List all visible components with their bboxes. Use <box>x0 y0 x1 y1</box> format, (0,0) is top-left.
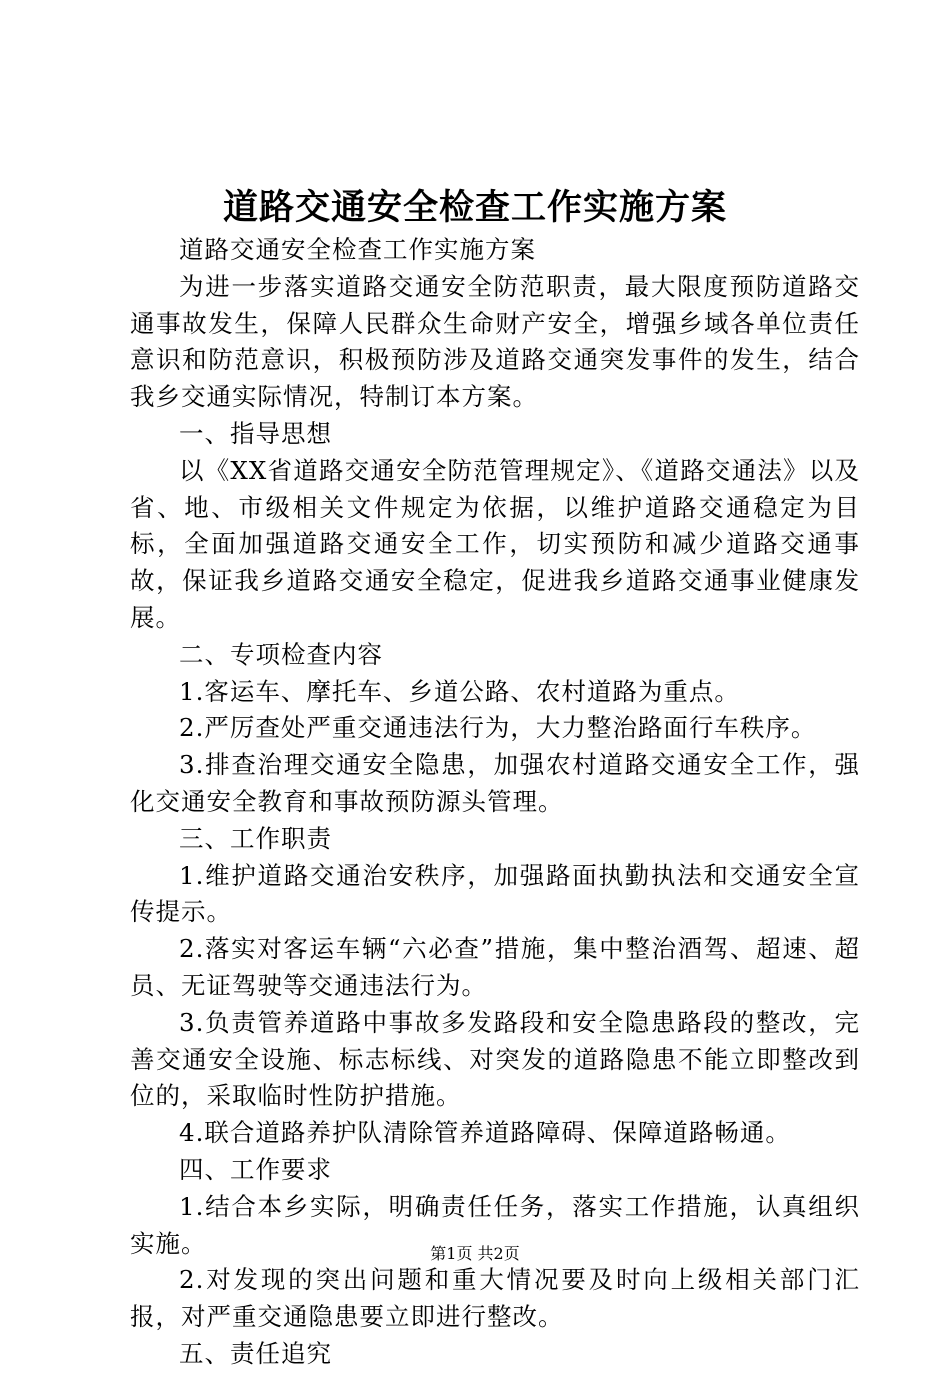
paragraph-subtitle: 道路交通安全检查工作实施方案 <box>179 235 536 264</box>
list-item: 3.负责管养道路中事故多发路段和安全隐患路段的整改，完善交通安全设施、标志标线、对突发的道路隐患不能立即整改到位的，采取临时性防护措施。 <box>130 1007 860 1111</box>
document-body <box>130 232 860 1373</box>
paragraph-intro: 为进一步落实道路交通安全防范职责，最大限度预防道路交通事故发生，保障人民群众生命财产安全，增强乡域各单位责任意识和防范意识，积极预防涉及道路交通突发事件的发生，结合我乡交通实际情况，特制订本方案。 <box>130 271 860 412</box>
list-item: 2.落实对客运车辆“六必查”措施，集中整治酒驾、超速、超员、无证驾驶等交通违法行为。 <box>130 934 860 1000</box>
list-item: 1.维护道路交通治安秩序，加强路面执勤执法和交通安全宣传提示。 <box>130 860 860 927</box>
list-item: 3.排查治理交通安全隐患，加强农村道路交通安全工作，强化交通安全教育和事故预防源头管理。 <box>130 750 860 816</box>
section-heading-1: 一、指导思想 <box>179 418 332 448</box>
page-number-footer: 第1页 共2页 <box>430 1244 520 1263</box>
list-item: 4.联合道路养护队清除管养道路障碍、保障道路畅通。 <box>179 1118 791 1148</box>
list-item: 1.结合本乡实际，明确责任任务，落实工作措施，认真组织实施。 <box>130 1191 860 1258</box>
list-item: 2.严厉查处严重交通违法行为，大力整治路面行车秩序。 <box>179 713 817 743</box>
list-item: 1.客运车、摩托车、乡道公路、农村道路为重点。 <box>179 676 740 706</box>
section-heading-4: 四、工作要求 <box>179 1154 332 1184</box>
list-item: 2.对发现的突出问题和重大情况要及时向上级相关部门汇报，对严重交通隐患要立即进行整改。 <box>130 1265 860 1332</box>
section-heading-5: 五、责任追究 <box>179 1338 332 1368</box>
section-heading-3: 三、工作职责 <box>179 823 332 853</box>
section-heading-2: 二、专项检查内容 <box>179 639 383 669</box>
paragraph-guiding-idea: 以《XX省道路交通安全防范管理规定》、《道路交通法》以及省、地、市级相关文件规定为依据，以维护道路交通稳定为目标，全面加强道路交通安全工作，切实预防和减少道路交通事故，保证我乡道路交通安全稳定，促进我乡道路交通事业健康发展。 <box>130 455 860 632</box>
document-title: 道路交通安全检查工作实施方案 <box>222 187 727 228</box>
